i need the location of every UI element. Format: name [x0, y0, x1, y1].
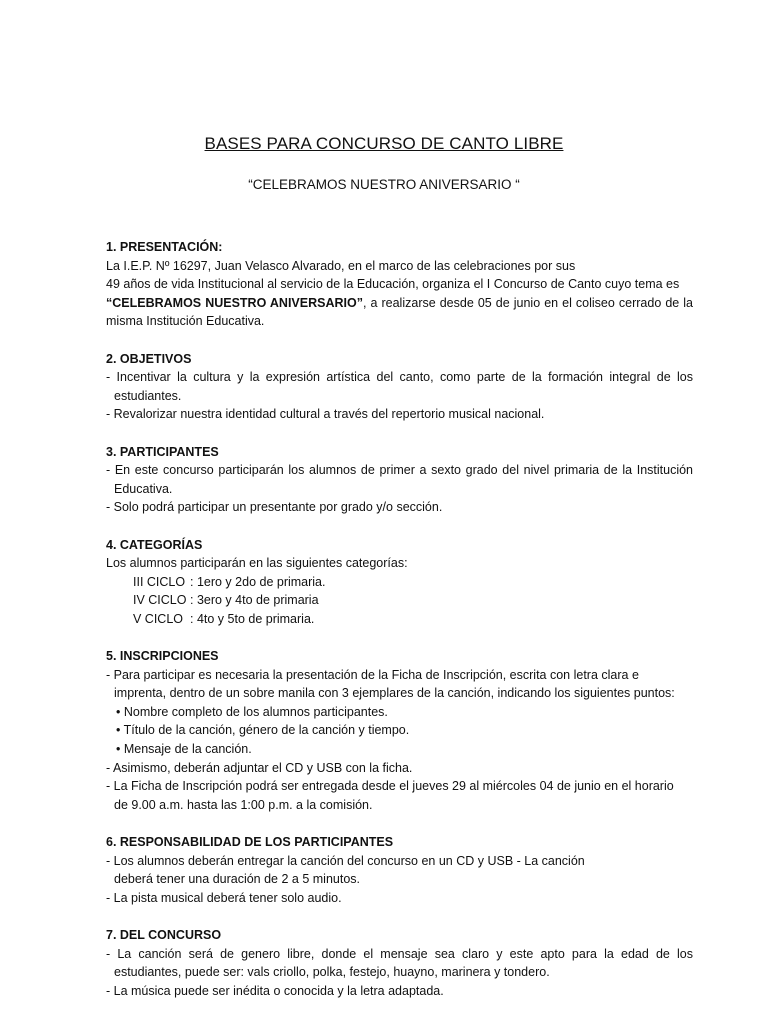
category-desc: : 4to y 5to de primaria.: [190, 611, 315, 626]
theme-text: “CELEBRAMOS NUESTRO ANIVERSARIO”: [106, 295, 363, 310]
section-participantes: [106, 443, 693, 517]
category-row: [106, 573, 693, 592]
list-item: - Para participar es necesaria la presentación de la Ficha de Inscripción, escrita con letra clara e: [106, 667, 639, 682]
section-inscripciones: [106, 647, 693, 814]
bullet-point: • Título de la canción, género de la canción y tiempo.: [116, 723, 410, 738]
list-item: - En este concurso participarán los alumnos de primer a sexto grado del nivel primaria de la Institución Educativa.: [106, 463, 693, 496]
category-row: [106, 591, 693, 610]
bullet-point: • Mensaje de la canción.: [116, 742, 252, 757]
list-item-continuation: deberá tener una duración de 2 a 5 minutos.: [114, 872, 361, 887]
paragraph-text: , a realizarse desde 05 de junio en el coliseo cerrado de la misma Institución Educativa.: [106, 295, 693, 329]
list-item: - Incentivar la cultura y la expresión artística del canto, como parte de la formación integral de los estudiantes.: [106, 370, 693, 403]
section-objetivos: [106, 350, 693, 424]
list-item-continuation: de 9.00 a.m. hasta las 1:00 p.m. a la comisión.: [114, 797, 373, 812]
section-heading: 4. CATEGORÍAS: [106, 537, 203, 552]
document-subtitle: “CELEBRAMOS NUESTRO ANIVERSARIO “: [248, 177, 520, 192]
section-heading: 7. DEL CONCURSO: [106, 927, 222, 942]
paragraph-line: 49 años de vida Institucional al servicio de la Educación, organiza el I Concurso de Canto cuyo tema es: [106, 277, 680, 292]
section-presentacion: [106, 238, 693, 331]
category-desc: : 3ero y 4to de primaria: [190, 593, 319, 608]
list-item: - Solo podrá participar un presentante por grado y/o sección.: [106, 500, 443, 515]
list-item: - Los alumnos deberán entregar la canción del concurso en un CD y USB - La canción: [106, 853, 585, 868]
category-name: III CICLO: [133, 574, 186, 589]
list-item: - Asimismo, deberán adjuntar el CD y USB con la ficha.: [106, 760, 413, 775]
category-desc: : 1ero y 2do de primaria.: [190, 574, 326, 589]
list-item-continuation: imprenta, dentro de un sobre manila con 3 ejemplares de la canción, indicando los siguientes puntos:: [114, 686, 675, 701]
section-heading: 3. PARTICIPANTES: [106, 444, 219, 459]
section-categorias: [106, 536, 693, 629]
section-heading: 2. OBJETIVOS: [106, 351, 192, 366]
section-concurso: [106, 926, 693, 1000]
section-heading: 5. INSCRIPCIONES: [106, 649, 219, 664]
document-body: [106, 238, 693, 1019]
document-title: BASES PARA CONCURSO DE CANTO LIBRE: [204, 134, 564, 153]
list-item: - La pista musical deberá tener solo audio.: [106, 890, 342, 905]
category-name: V CICLO: [133, 611, 184, 626]
section-responsabilidad: [106, 833, 693, 907]
list-item: - La Ficha de Inscripción podrá ser entregada desde el jueves 29 al miércoles 04 de junio en el horario: [106, 779, 674, 794]
list-item: - Revalorizar nuestra identidad cultural a través del repertorio musical nacional.: [106, 407, 545, 422]
category-name: IV CICLO: [133, 593, 187, 608]
category-row: [106, 610, 693, 629]
paragraph-line: [106, 294, 693, 331]
bullet-point: • Nombre completo de los alumnos participantes.: [116, 704, 388, 719]
list-item: - La música puede ser inédita o conocida y la letra adaptada.: [106, 983, 444, 998]
section-heading: 1. PRESENTACIÓN:: [106, 240, 223, 254]
list-item: - La canción será de genero libre, donde el mensaje sea claro y este apto para la edad de los estudiantes, puede ser: vals criollo, polka, festejo, huayno, marinera y tondero.: [106, 946, 693, 980]
paragraph-line: Los alumnos participarán en las siguientes categorías:: [106, 556, 408, 571]
paragraph-line: La I.E.P. Nº 16297, Juan Velasco Alvarado, en el marco de las celebraciones por sus: [106, 258, 576, 273]
section-heading: 6. RESPONSABILIDAD DE LOS PARTICIPANTES: [106, 835, 394, 849]
